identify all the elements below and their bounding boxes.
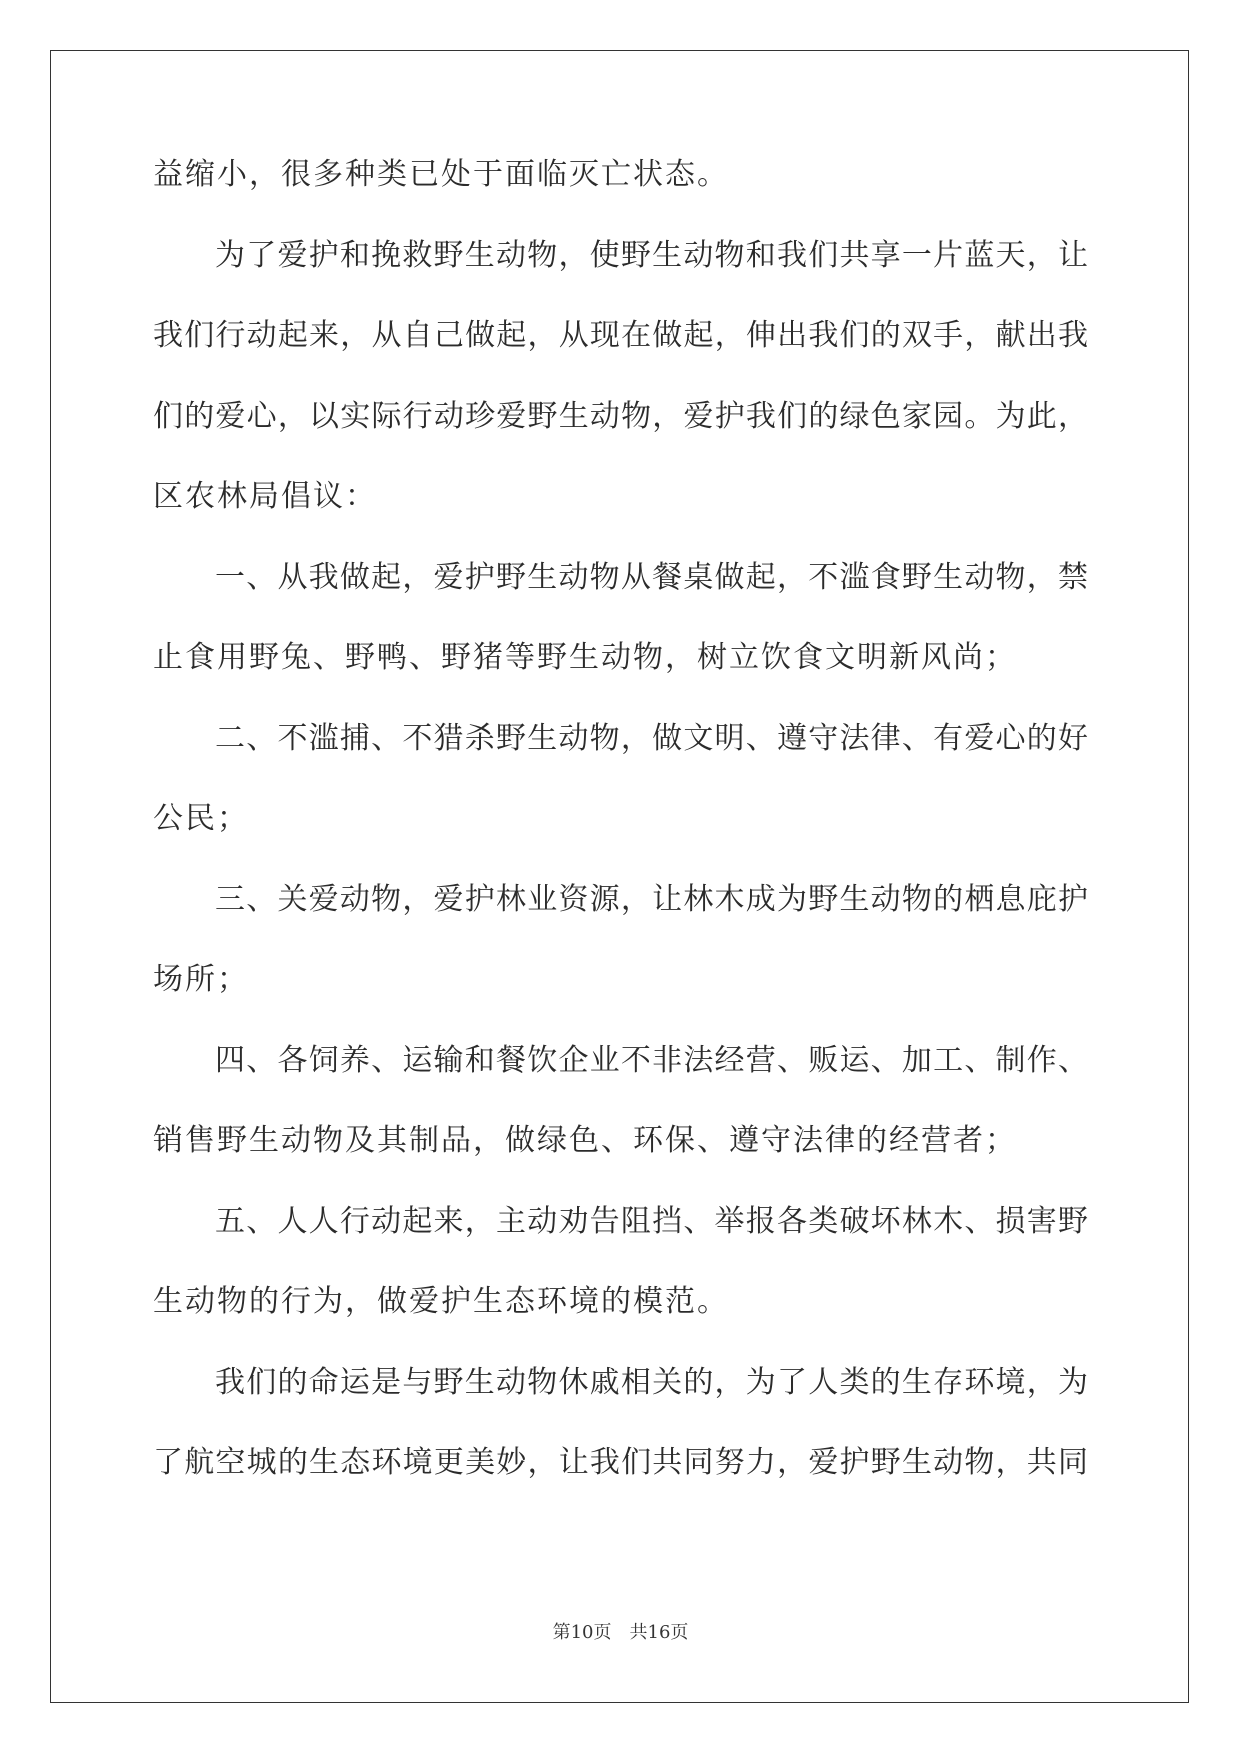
text-line: 为了爱护和挽救野生动物，使野生动物和我们共享一片蓝天，让 (215, 237, 1088, 273)
text-line: 场所； (153, 962, 249, 997)
text-line: 我们的命运是与野生动物休戚相关的，为了人类的生存环境，为 (215, 1364, 1088, 1400)
page-number-footer: 第10页 共16页 (552, 1622, 689, 1643)
text-line: 五、人人行动起来，主动劝告阻挡、举报各类破坏林木、损害野 (215, 1203, 1088, 1239)
text-line: 我们行动起来，从自己做起，从现在做起，伸出我们的双手，献出我 (153, 318, 1088, 353)
text-line: 三、关爱动物，爱护林业资源，让林木成为野生动物的栖息庇护 (215, 881, 1088, 917)
text-line: 一、从我做起，爱护野生动物从餐桌做起，不滥食野生动物，禁 (215, 559, 1088, 595)
text-line: 益缩小，很多种类已处于面临灭亡状态。 (153, 157, 729, 192)
document-body (153, 157, 1088, 1529)
text-line: 生动物的行为，做爱护生态环境的模范。 (153, 1284, 729, 1319)
text-line: 四、各饲养、运输和餐饮企业不非法经营、贩运、加工、制作、 (215, 1042, 1088, 1078)
text-line: 止食用野兔、野鸭、野猪等野生动物，树立饮食文明新风尚； (153, 640, 1017, 675)
text-line: 们的爱心，以实际行动珍爱野生动物，爱护我们的绿色家园。为此， (153, 398, 1088, 434)
text-line: 公民； (153, 801, 249, 836)
text-line: 销售野生动物及其制品，做绿色、环保、遵守法律的经营者； (153, 1123, 1017, 1158)
text-line: 了航空城的生态环境更美妙，让我们共同努力，爱护野生动物，共同 (153, 1445, 1088, 1480)
text-line: 二、不滥捕、不猎杀野生动物，做文明、遵守法律、有爱心的好 (215, 720, 1088, 756)
text-line: 区农林局倡议： (153, 479, 377, 514)
